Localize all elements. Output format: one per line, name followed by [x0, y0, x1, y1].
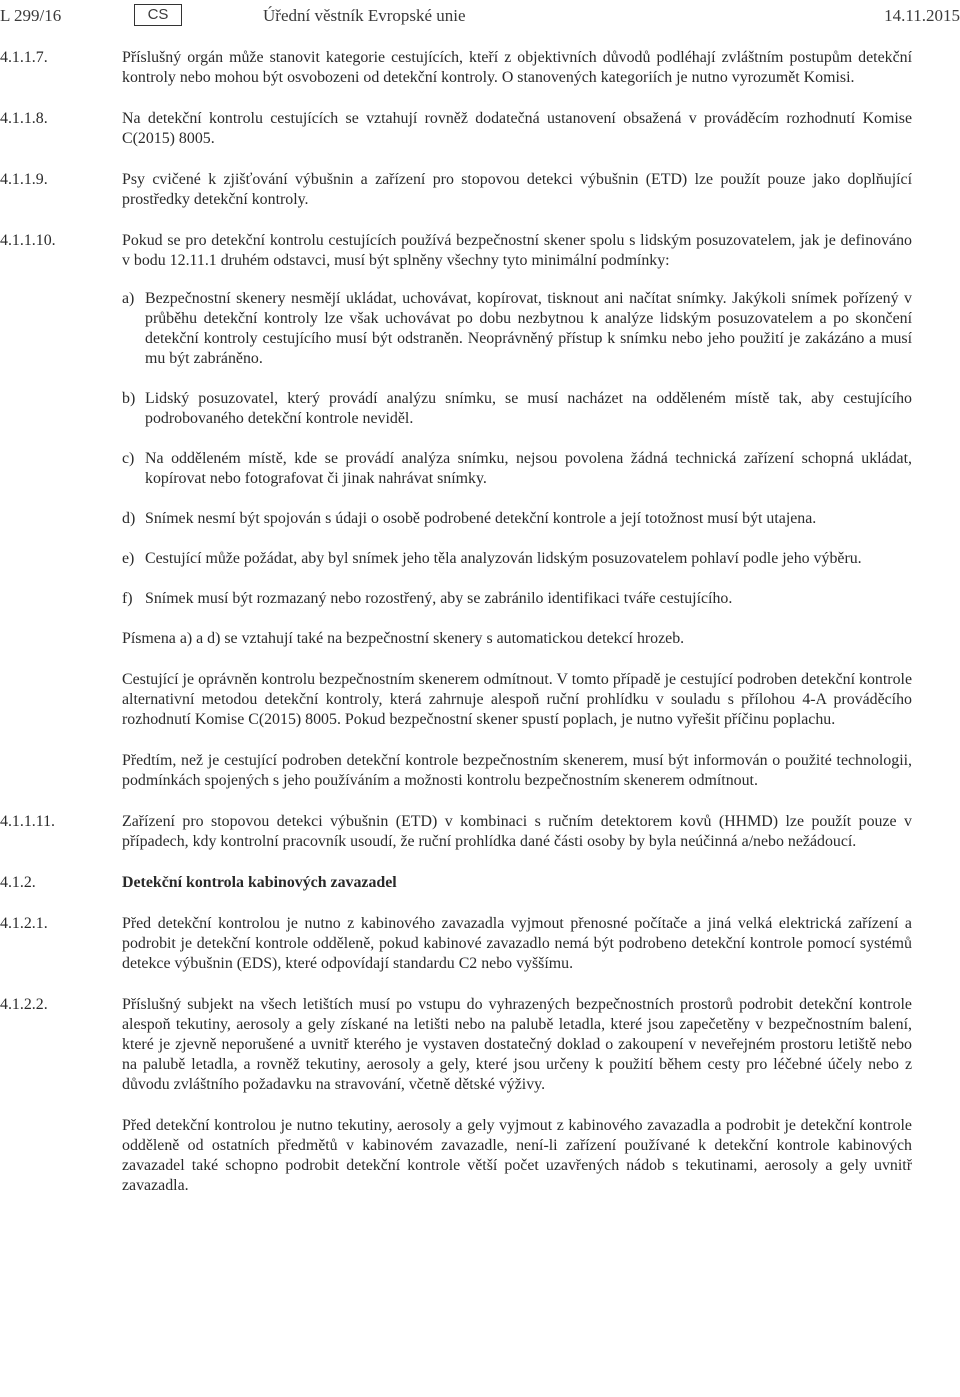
journal-title: Úřední věstník Evropské unie: [263, 6, 466, 25]
section-heading: [0, 873, 912, 893]
continuation-paragraph: Předtím, než je cestující podroben detekční kontrole bezpečnostním skenerem, musí být informován o použité technologii, podmínkách spojených s jeho používáním a možnosti kontrolu bezpečnostním skenerem odmítnout.: [122, 752, 912, 789]
conditions-list: [122, 289, 912, 609]
publication-date: 14.11.2015: [884, 6, 960, 25]
condition-item: [122, 509, 912, 529]
condition-item: [122, 549, 912, 569]
paragraph-text: Na detekční kontrolu cestujících se vztahují rovněž dodatečná ustanovení obsažená v prováděcím rozhodnutí Komise C(2015) 8005.: [122, 110, 912, 147]
paragraph-text: Psy cvičené k zjišťování výbušnin a zařízení pro stopovou detekci výbušnin (ETD) lze použít pouze jako doplňující prostředky detekční kontroly.: [122, 171, 912, 208]
condition-item: [122, 389, 912, 429]
condition-text: Cestující může požádat, aby byl snímek jeho těla analyzován lidským posuzovatelem pohlaví podle jeho výběru.: [145, 550, 862, 567]
paragraph-number: 4.1.1.11.: [0, 813, 56, 830]
paragraph-text: Příslušný orgán může stanovit kategorie cestujících, kteří z objektivních důvodů podléhají zvláštním postupům detekční kontroly nebo mohou být osvobozeni od detekční kontroly. O stanovených kategoriích je nutno vyrozumět Komisi.: [122, 49, 912, 86]
condition-text: Snímek musí být rozmazaný nebo rozostřený, aby se zabránilo identifikaci tváře cestujícího.: [145, 590, 733, 607]
section-title: Detekční kontrola kabinových zavazadel: [122, 874, 397, 891]
paragraph-number: 4.1.2.1.: [0, 915, 48, 932]
condition-label: d): [122, 510, 136, 527]
paragraph-number: 4.1.2.2.: [0, 996, 48, 1013]
paragraph-number: 4.1.1.7.: [0, 49, 48, 66]
paragraph-number: 4.1.1.9.: [0, 171, 48, 188]
paragraph-number: 4.1.1.10.: [0, 232, 56, 249]
condition-label: f): [122, 590, 133, 607]
paragraph-text: Příslušný subjekt na všech letištích musí po vstupu do vyhrazených bezpečnostních prostorů podrobit detekční kontrole alespoň tekutiny, aerosoly a gely získané na letišti nebo na palubě letadla, které jsou zapečetěny v bezpečnostním balení, které je zjevně neporušené a uvnitř kterého je vystaven dostatečný doklad o zakoupení v neveřejném prostoru letiště nebo na palubě letadla, a rovněž tekutiny, aerosoly a gely, které jsou určeny k použití během cesty pro léčebné účely nebo z důvodu zvláštního požadavku na stravování, včetně dětské výživy.: [122, 996, 912, 1093]
continuation-paragraph: Písmena a) a d) se vztahují také na bezpečnostní skenery s automatickou detekcí hrozeb.: [122, 630, 685, 647]
condition-text: Bezpečnostní skenery nesmějí ukládat, uchovávat, kopírovat, tisknout ani načítat snímky. Jakýkoli snímek pořízený v průběhu detekční kontroly lze však uchovávat po dobu nezbytnou k analýze lidským posuzovatelem a po skončení detekční kontroly cestujícího musí být odstraněn. Neoprávněný přístup k snímku nebo jeho použití je zakázáno a musí mu být zabráněno.: [145, 290, 912, 367]
document-body: [0, 48, 912, 1217]
language-badge: CS: [134, 4, 182, 26]
paragraph-4-1-2-2: [0, 995, 912, 1095]
page-number: L 299/16: [0, 6, 62, 25]
condition-item: [122, 289, 912, 369]
condition-text: Snímek nesmí být spojován s údaji o osobě podrobené detekční kontrole a její totožnost musí být utajena.: [145, 510, 817, 527]
paragraph-number: 4.1.1.8.: [0, 110, 48, 127]
final-paragraph: Před detekční kontrolou je nutno tekutiny, aerosoly a gely vyjmout z kabinového zavazadla a podrobit je detekční kontrole odděleně od ostatních předmětů v kabinovém zavazadle, není-li zařízení používané k detekční kontrole kabinových zavazadel také schopno podrobit detekční kontrole větší počet uzavřených nádob s tekutinami, aerosoly a gely uvnitř zavazadla.: [122, 1117, 912, 1194]
condition-label: c): [122, 450, 135, 467]
page-header: [0, 2, 960, 28]
condition-label: b): [122, 390, 136, 407]
condition-item: [122, 589, 912, 609]
paragraph-text: Před detekční kontrolou je nutno z kabinového zavazadla vyjmout přenosné počítače a jiná velká elektrická zařízení a podrobit je detekční kontrole odděleně, pokud kabinové zavazadlo nemá být podrobeno detekční kontrole pomocí systémů detekce výbušnin (EDS), které odpovídají standardu C2 nebo vyššímu.: [122, 915, 912, 972]
paragraph-4-1-1-9: [0, 170, 912, 210]
paragraph-4-1-1-11: [0, 812, 912, 852]
paragraph-text: Pokud se pro detekční kontrolu cestujících používá bezpečnostní skener spolu s lidským posuzovatelem, jak je definováno v bodu 12.11.1 druhém odstavci, musí být splněny všechny tyto minimální podmínky:: [122, 232, 912, 269]
condition-text: Lidský posuzovatel, který provádí analýzu snímku, se musí nacházet na odděleném místě tak, aby cestujícího podrobovaného detekční kontrole neviděl.: [145, 390, 912, 427]
condition-label: a): [122, 290, 135, 307]
condition-text: Na odděleném místě, kde se provádí analýza snímku, nejsou povolena žádná technická zařízení schopná ukládat, kopírovat nebo fotografovat či jinak nahrávat snímky.: [145, 450, 912, 487]
paragraph-4-1-1-7: [0, 48, 912, 88]
condition-label: e): [122, 550, 135, 567]
paragraph-4-1-1-10: [0, 231, 912, 271]
condition-item: [122, 449, 912, 489]
paragraph-4-1-1-8: [0, 109, 912, 149]
paragraph-4-1-2-1: [0, 914, 912, 974]
section-number: 4.1.2.: [0, 874, 36, 891]
paragraph-text: Zařízení pro stopovou detekci výbušnin (ETD) v kombinaci s ručním detektorem kovů (HHMD) lze použít pouze v případech, kdy kontrolní pracovník usoudí, že ruční prohlídka dané části osoby by byla neúčinná a/nebo nežádoucí.: [122, 813, 912, 850]
continuation-paragraph: Cestující je oprávněn kontrolu bezpečnostním skenerem odmítnout. V tomto případě je cestující podroben detekční kontrole alternativní metodou detekční kontroly, která zahrnuje alespoň ruční prohlídku v souladu s přílohou 4-A prováděcího rozhodnutí Komise C(2015) 8005. Pokud bezpečnostní skener spustí poplach, je nutno vyřešit příčinu poplachu.: [122, 671, 912, 728]
